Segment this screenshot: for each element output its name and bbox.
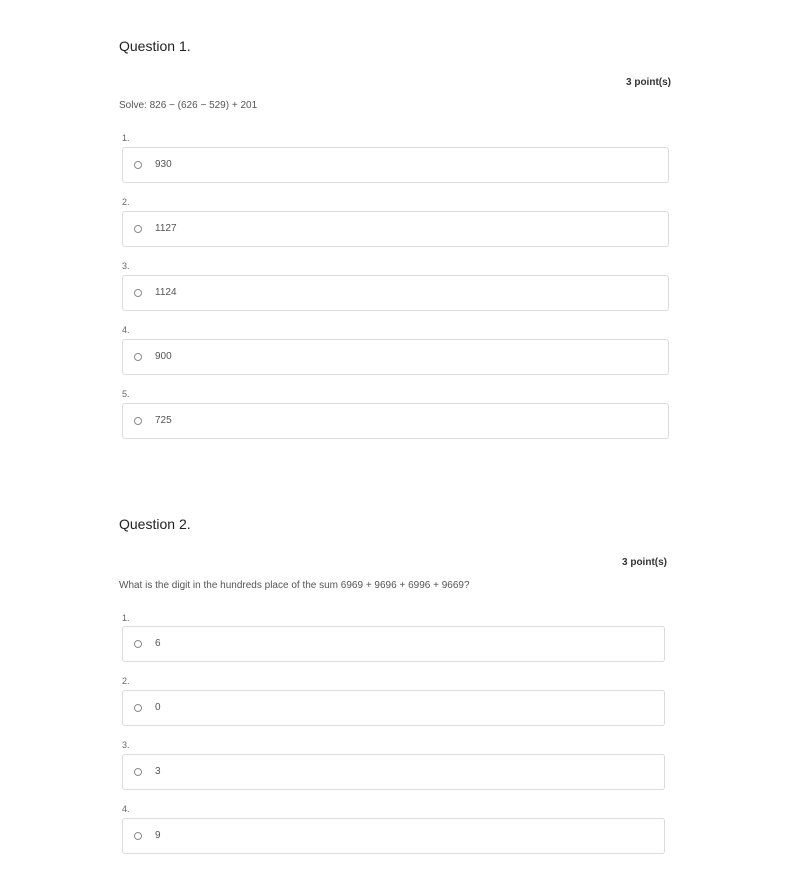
radio-button-icon[interactable] [134,640,142,648]
radio-button-icon[interactable] [134,161,142,169]
question-title-number: 2. [178,516,191,532]
option-label: 900 [155,351,172,362]
answer-option[interactable] [122,339,669,375]
radio-button-icon[interactable] [134,704,142,712]
option-number: 3. [122,740,130,750]
answer-option[interactable] [122,818,665,854]
question-text: What is the digit in the hundreds place of the sum 6969 + 9696 + 6996 + 9669? [119,580,470,591]
answer-option[interactable] [122,211,669,247]
answer-option[interactable] [122,275,669,311]
radio-button-icon[interactable] [134,768,142,776]
points-badge: 3 point(s) [622,557,667,568]
option-number: 2. [122,197,130,207]
answer-option[interactable] [122,690,665,726]
answer-option[interactable] [122,403,669,439]
option-label: 1124 [155,287,177,298]
option-label: 1127 [155,223,177,234]
question-text: Solve: 826 − (626 − 529) + 201 [119,100,258,111]
option-label: 9 [155,830,161,841]
option-label: 3 [155,766,161,777]
option-number: 1. [122,133,130,143]
question-title-prefix: Question [119,38,176,54]
question-title-prefix: Question [119,516,176,532]
option-number: 1. [122,613,130,623]
points-badge: 3 point(s) [626,77,671,88]
radio-button-icon[interactable] [134,353,142,361]
radio-button-icon[interactable] [134,417,142,425]
answer-option[interactable] [122,147,669,183]
option-number: 5. [122,389,130,399]
answer-option[interactable] [122,754,665,790]
option-label: 6 [155,638,161,649]
question-title [119,516,191,532]
question-title-number: 1. [178,38,191,54]
option-label: 930 [155,159,172,170]
answer-option[interactable] [122,626,665,662]
radio-button-icon[interactable] [134,289,142,297]
option-number: 4. [122,325,130,335]
option-number: 2. [122,676,130,686]
option-label: 0 [155,702,161,713]
radio-button-icon[interactable] [134,832,142,840]
option-label: 725 [155,415,172,426]
radio-button-icon[interactable] [134,225,142,233]
option-number: 4. [122,804,130,814]
option-number: 3. [122,261,130,271]
question-title [119,38,191,54]
